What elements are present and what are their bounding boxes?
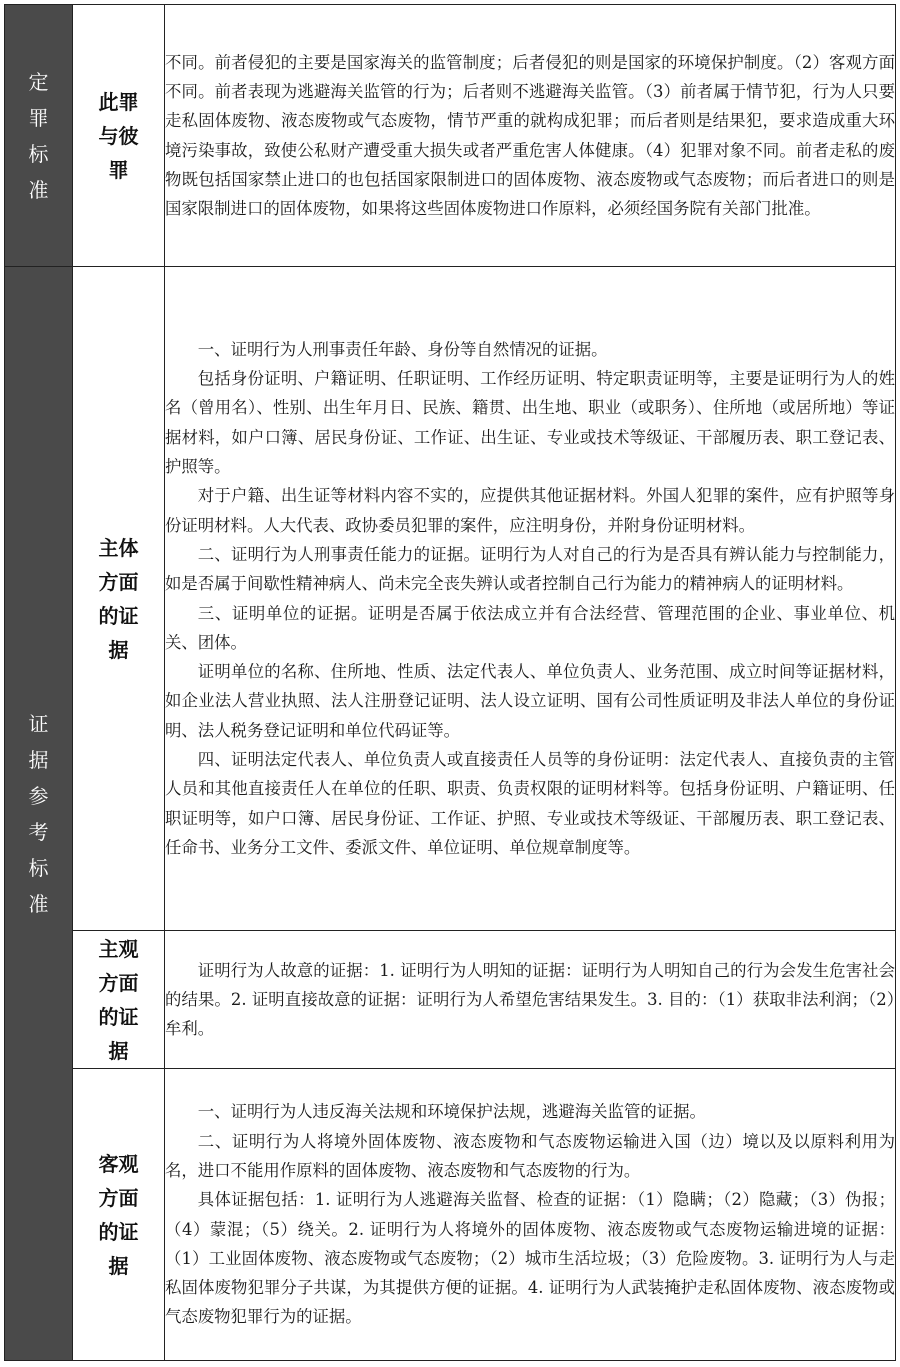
subcategory-cell: [73, 931, 165, 1069]
evidence-standard-table: [4, 4, 896, 1361]
table-row: [5, 1069, 896, 1361]
category-cell: [5, 5, 73, 267]
content-paragraph: 四、证明法定代表人、单位负责人或直接责任人员等的身份证明：法定代表人、直接负责的主管人员和其他直接责任人在单位的任职、职责、负责权限的证明材料等。包括身份证明、户籍证明、任职证明等，如户口簿、居民身份证、工作证、护照、专业或技术等级证、干部履历表、职工登记表、任命书、业务分工文件、委派文件、单位证明、单位规章制度等。: [165, 749, 895, 857]
content-paragraph: 一、证明行为人违反海关法规和环境保护法规，逃避海关监管的证据。: [197, 1102, 706, 1122]
content-cell: [165, 267, 896, 931]
content-cell: [165, 1069, 896, 1361]
content-paragraph: 不同。前者侵犯的主要是国家海关的监管制度；后者侵犯的则是国家的环境保护制度。（2）客观方面不同。前者表现为逃避海关监管的行为；后者则不逃避海关监管。（3）前者属于情节犯，行为人只要走私固体废物、液态废物或气态废物，情节严重的就构成犯罪；而后者则是结果犯，要求造成重大环境污染事故，致使公私财产遭受重大损失或者严重危害人体健康。（4）犯罪对象不同。前者走私的废物既包括国家禁止进口的也包括国家限制进口的固体废物、液态废物或气态废物；而后者进口的则是国家限制进口的固体废物，如果将这些固体废物进口作原料，必须经国务院有关部门批准。: [165, 52, 895, 219]
subcategory-label: 主观方面的证据: [98, 936, 139, 1063]
subcategory-label: 客观方面的证据: [98, 1151, 139, 1278]
content-paragraph: 证明行为人故意的证据：1. 证明行为人明知的证据：证明行为人明知自己的行为会发生危害社会的结果。2. 证明直接故意的证据：证明行为人希望危害结果发生。3. 目的：（1）获取非法利润；（2）牟利。: [165, 960, 895, 1039]
subcategory-cell: [73, 1069, 165, 1361]
subcategory-label: 此罪与彼罪: [98, 89, 139, 182]
subcategory-label: 主体方面的证据: [98, 535, 139, 662]
content-paragraph: 一、证明行为人刑事责任年龄、身份等自然情况的证据。: [197, 339, 608, 359]
subcategory-cell: [73, 267, 165, 931]
content-paragraph: 证明单位的名称、住所地、性质、法定代表人、单位负责人、业务范围、成立时间等证据材料，如企业法人营业执照、法人注册登记证明、法人设立证明、国有公司性质证明及非法人单位的身份证明、法人税务登记证明和单位代码证等。: [165, 662, 895, 740]
content-paragraph: 包括身份证明、户籍证明、任职证明、工作经历证明、特定职责证明等，主要是证明行为人的姓名（曾用名）、性别、出生年月日、民族、籍贯、出生地、职业（或职务）、住所地（或居所地）等证据材料，如户口簿、居民身份证、工作证、出生证、专业或技术等级证、干部履历表、职工登记表、护照等。: [165, 369, 895, 477]
content-paragraph: 二、证明行为人刑事责任能力的证据。证明行为人对自己的行为是否具有辨认能力与控制能力，如是否属于间歇性精神病人、尚未完全丧失辨认或者控制自己行为能力的精神病人的证明材料。: [165, 544, 895, 594]
table-row: [5, 267, 896, 931]
category-cell: [5, 267, 73, 1361]
subcategory-cell: [73, 5, 165, 267]
table-row: [5, 931, 896, 1069]
content-cell: [165, 931, 896, 1069]
content-paragraph: 对于户籍、出生证等材料内容不实的，应提供其他证据材料。外国人犯罪的案件，应有护照等身份证明材料。人大代表、政协委员犯罪的案件，应注明身份，并附身份证明材料。: [165, 486, 895, 535]
content-paragraph: 三、证明单位的证据。证明是否属于依法成立并有合法经营、管理范围的企业、事业单位、机关、团体。: [165, 603, 895, 652]
content-paragraph: 二、证明行为人将境外固体废物、液态废物和气态废物运输进入国（边）境以及以原料利用为名，进口不能用作原料的固体废物、液态废物和气态废物的行为。: [165, 1131, 895, 1180]
category-label: 证据参考标准: [28, 711, 49, 916]
table-row: [5, 5, 896, 267]
content-cell: [165, 5, 896, 267]
content-paragraph: 具体证据包括：1. 证明行为人逃避海关监督、检查的证据：（1）隐瞒；（2）隐藏；（3）伪报；（4）蒙混；（5）绕关。2. 证明行为人将境外的固体废物、液态废物或气态废物运输进境的证据：（1）工业固体废物、液态废物或气态废物；（2）城市生活垃圾；（3）危险废物。3. 证明行为人与走私固体废物犯罪分子共谋，为其提供方便的证据。4. 证明行为人武装掩护走私固体废物、液态废物或气态废物犯罪行为的证据。: [165, 1190, 895, 1327]
category-label: 定罪标准: [28, 69, 49, 202]
